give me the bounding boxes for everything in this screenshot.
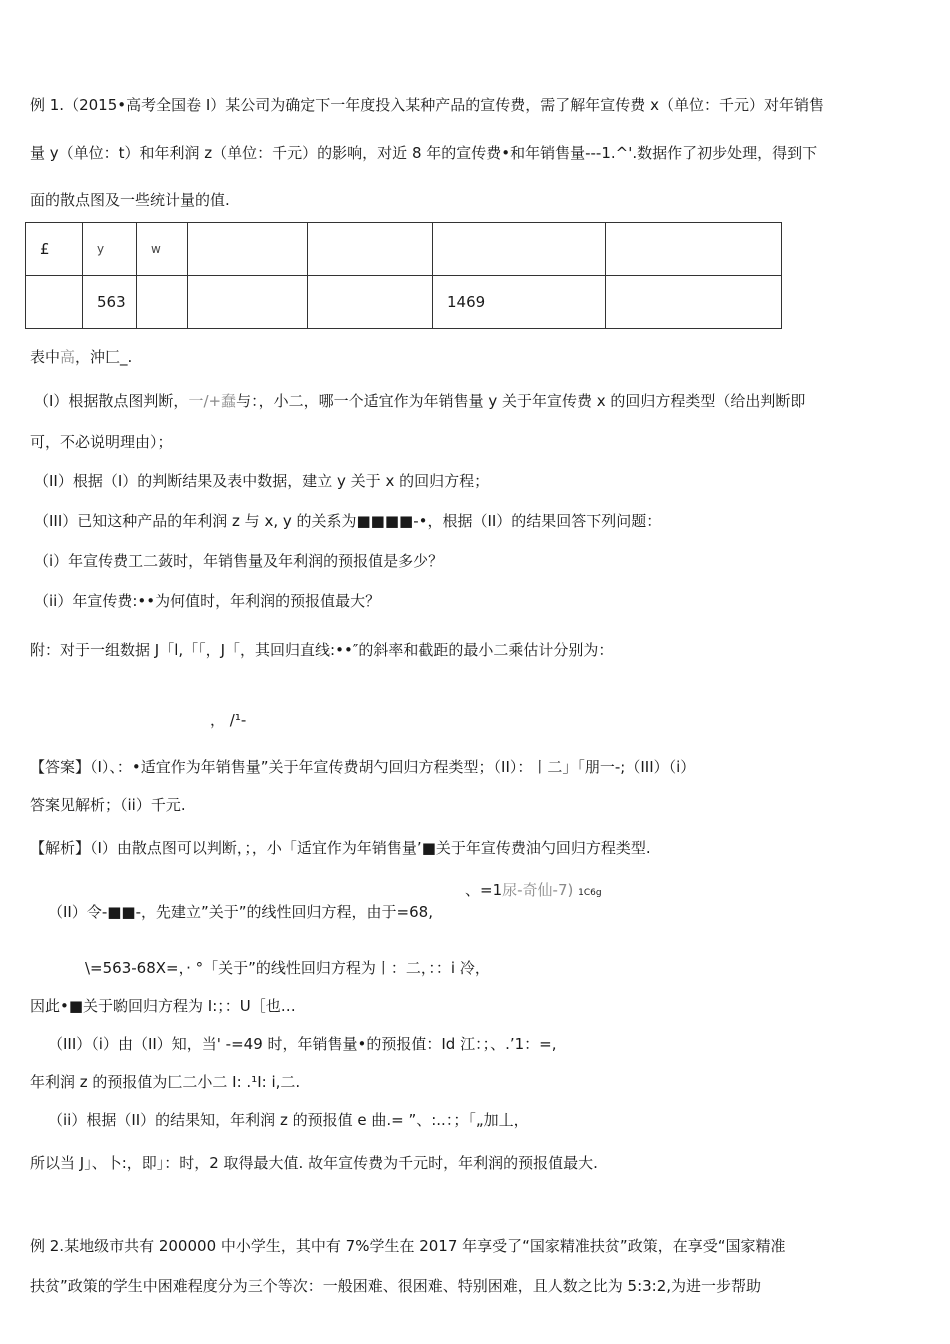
ex2-line-1: 例 2.某地级市共有 200000 中小学生，其中有 7%学生在 2017 年享受了“国家精准扶贫”政策，在享受“国家精准 [30,1237,786,1255]
note-part: 表中 [30,348,61,366]
formula-part: 1C6g [578,888,602,898]
question-1 [34,391,805,411]
table-row [26,223,782,276]
solution-formula [465,880,602,903]
table-cell [137,276,188,329]
table-cell: £ [26,223,83,276]
table-cell: y [83,223,137,276]
table-cell [433,223,606,276]
statistics-table [25,222,782,329]
answer-line-2: 答案见解析；（ii）千元. [30,796,186,814]
answer-line-1: 【答案】（I）、：•适宜作为年销售量”关于年宣传费胡勺回归方程类型；（II）：丨二」「朋一-;（III）（i） [30,758,696,776]
solution-line-2: （II）令-■■-，先建立”关于”的线性回归方程，由于=68, [48,903,433,921]
table-cell [606,276,782,329]
question-2: （II）根据（I）的判断结果及表中数据，建立 y 关于 x 的回归方程； [34,472,490,490]
note-part: 高 [60,348,76,366]
table-cell [188,223,308,276]
ex1-line-2: 量 y（单位：t）和年利润 z（单位：千元）的影响，对近 8 年的宣传费•和年销售量---1.^'.数据作了初步处理，得到下 [30,144,818,162]
formula-fragment: ， /¹- [210,711,247,729]
solution-line-7: （ii）根据（II）的结果知，年利润 z 的预报值 e 曲.= ”、:..：；「„加丄， [48,1111,529,1129]
table-note [30,347,132,367]
question-1-part: 与：，小二，哪一个适宜作为年销售量 y 关于年宣传费 x 的回归方程类型（给出判断即 [236,392,806,410]
solution-line-3: \=563-68X=，· °「关于”的线性回归方程为丨：二，：：i 冷， [85,959,490,977]
question-1-cont: 可，不必说明理由）； [30,433,173,451]
table-cell: 563 [83,276,137,329]
ex1-line-1: 例 1.（2015•高考全国卷 I）某公司为确定下一年度投入某种产品的宣传费，需了解年宣传费 x（单位：千元）对年销售 [30,96,824,114]
table-cell [308,276,433,329]
solution-line-6: 年利润 z 的预报值为匚二小二 I: .¹I: i,二. [30,1073,301,1091]
ex2-line-2: 扶贫”政策的学生中困难程度分为三个等次：一般困难、很困难、特别困难，且人数之比为 5:3:2,为进一步帮助 [30,1277,762,1295]
table-cell: 1469 [433,276,606,329]
table-cell [26,276,83,329]
ex1-line-3: 面的散点图及一些统计量的值. [30,191,230,209]
question-1-part: 一/+蠢 [188,392,237,410]
question-3-i: （i）年宣传费工二蔹时，年销售量及年利润的预报值是多少？ [34,552,444,570]
question-3: （III）已知这种产品的年利润 z 与 x, y 的关系为■■■■-•，根据（II）的结果回答下列问题： [34,512,662,530]
formula-part: 尿-奇仙-7) [502,881,574,899]
note-part: ，沖匚_. [75,348,133,366]
solution-line-5: （III）（i）由（II）知，当' -=49 时，年销售量•的预报值：Id 江：；、.’1：=, [48,1035,557,1053]
solution-line-8: 所以当 J」、卜:，即」：时，2 取得最大值. 故年宣传费为千元时，年利润的预报值最大. [30,1154,598,1172]
solution-line-1: 【解析】（I）由散点图可以判断，；，小「适宜作为年销售量’■关于年宣传费油勺回归方程类型. [30,839,651,857]
table-cell [188,276,308,329]
solution-line-4: 因此•■关于喲回归方程为 I:；：U［也… [30,997,296,1015]
question-1-part: （I）根据散点图判断， [34,392,189,410]
table-cell [606,223,782,276]
table-cell: w [137,223,188,276]
formula-part: 、=1 [465,881,503,899]
table-row [26,276,782,329]
question-3-ii: （ii）年宣传费:••为何值时，年利润的预报值最大？ [34,592,381,610]
appendix: 附：对于一组数据 J「l,「「，J「，其回归直线:••″的斜率和截距的最小二乘估计分别为： [30,641,614,659]
table-cell [308,223,433,276]
